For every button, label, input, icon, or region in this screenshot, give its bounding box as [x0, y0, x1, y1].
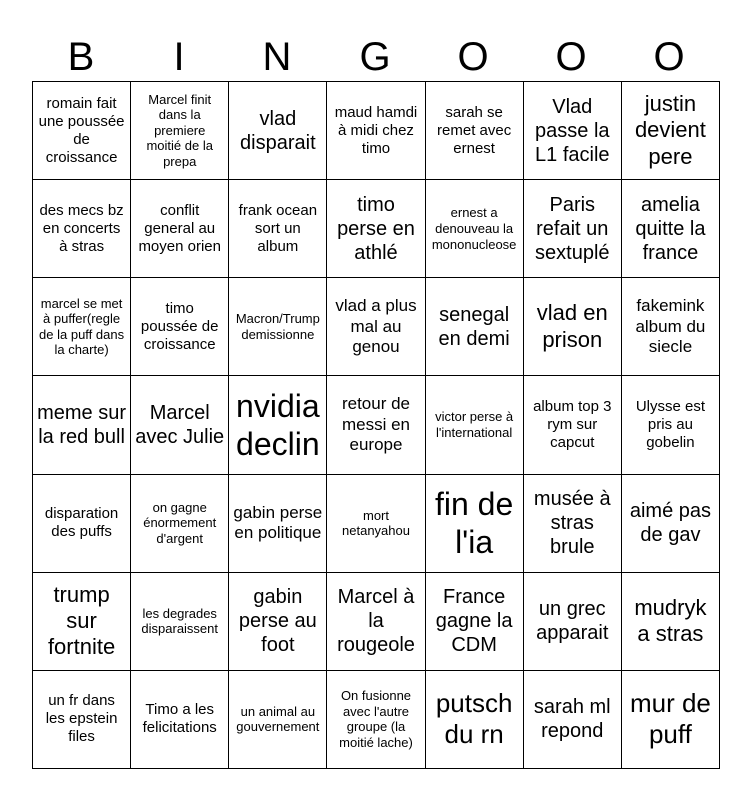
header-letter: O [457, 35, 489, 79]
bingo-cell[interactable]: amelia quitte la france [622, 180, 720, 278]
header-letter: N [262, 35, 292, 79]
bingo-cell[interactable]: vlad disparait [229, 82, 327, 180]
bingo-cell[interactable]: putsch du rn [426, 671, 524, 769]
bingo-cell[interactable]: Ulysse est pris au gobelin [622, 376, 720, 474]
bingo-cell[interactable]: ernest a denouveau la mononucleose [426, 180, 524, 278]
bingo-header [32, 32, 720, 82]
bingo-cell[interactable]: des mecs bz en concerts à stras [33, 180, 131, 278]
bingo-cell[interactable]: Macron/Trump demissionne [229, 278, 327, 376]
bingo-cell[interactable]: Vlad passe la L1 facile [524, 82, 622, 180]
header-letter: I [173, 35, 185, 79]
bingo-cell[interactable]: Marcel finit dans la premiere moitié de la prepa [131, 82, 229, 180]
bingo-cell[interactable]: mur de puff [622, 671, 720, 769]
bingo-cell[interactable]: romain fait une poussée de croissance [33, 82, 131, 180]
bingo-cell[interactable]: justin devient pere [622, 82, 720, 180]
bingo-cell[interactable]: gabin perse en politique [229, 475, 327, 573]
bingo-cell[interactable]: fin de l'ia [426, 475, 524, 573]
bingo-cell[interactable]: Paris refait un sextuplé [524, 180, 622, 278]
bingo-cell[interactable]: sarah ml repond [524, 671, 622, 769]
bingo-cell[interactable]: Marcel avec Julie [131, 376, 229, 474]
bingo-cell[interactable]: gabin perse au foot [229, 573, 327, 671]
bingo-cell[interactable]: frank ocean sort un album [229, 180, 327, 278]
bingo-cell[interactable]: trump sur fortnite [33, 573, 131, 671]
bingo-cell[interactable]: meme sur la red bull [33, 376, 131, 474]
bingo-cell[interactable]: Timo a les felicitations [131, 671, 229, 769]
bingo-cell[interactable]: les degrades disparaissent [131, 573, 229, 671]
bingo-cell[interactable]: on gagne énormement d'argent [131, 475, 229, 573]
bingo-cell[interactable]: sarah se remet avec ernest [426, 82, 524, 180]
bingo-cell[interactable]: conflit general au moyen orien [131, 180, 229, 278]
bingo-cell[interactable]: vlad a plus mal au genou [327, 278, 425, 376]
bingo-cell[interactable]: disparation des puffs [33, 475, 131, 573]
bingo-cell[interactable]: marcel se met à puffer(regle de la puff dans la charte) [33, 278, 131, 376]
header-letter: B [67, 35, 95, 79]
bingo-cell[interactable]: nvidia declin [229, 376, 327, 474]
bingo-cell[interactable]: timo poussée de croissance [131, 278, 229, 376]
bingo-cell[interactable]: mort netanyahou [327, 475, 425, 573]
bingo-cell[interactable]: maud hamdi à midi chez timo [327, 82, 425, 180]
bingo-cell[interactable]: timo perse en athlé [327, 180, 425, 278]
bingo-cell[interactable]: fakemink album du siecle [622, 278, 720, 376]
bingo-cell[interactable]: musée à stras brule [524, 475, 622, 573]
bingo-grid [32, 81, 720, 769]
header-letter: O [555, 35, 587, 79]
bingo-cell[interactable]: retour de messi en europe [327, 376, 425, 474]
bingo-cell[interactable]: Marcel à la rougeole [327, 573, 425, 671]
bingo-cell[interactable]: un grec apparait [524, 573, 622, 671]
bingo-cell[interactable]: album top 3 rym sur capcut [524, 376, 622, 474]
bingo-cell[interactable]: France gagne la CDM [426, 573, 524, 671]
bingo-cell[interactable]: un fr dans les epstein files [33, 671, 131, 769]
bingo-cell[interactable]: On fusionne avec l'autre groupe (la moitié lache) [327, 671, 425, 769]
bingo-cell[interactable]: victor perse à l'international [426, 376, 524, 474]
bingo-cell[interactable]: aimé pas de gav [622, 475, 720, 573]
header-letter: G [359, 35, 391, 79]
bingo-cell[interactable]: senegal en demi [426, 278, 524, 376]
bingo-cell[interactable]: vlad en prison [524, 278, 622, 376]
bingo-cell[interactable]: un animal au gouvernement [229, 671, 327, 769]
header-letter: O [653, 35, 685, 79]
bingo-cell[interactable]: mudryk a stras [622, 573, 720, 671]
